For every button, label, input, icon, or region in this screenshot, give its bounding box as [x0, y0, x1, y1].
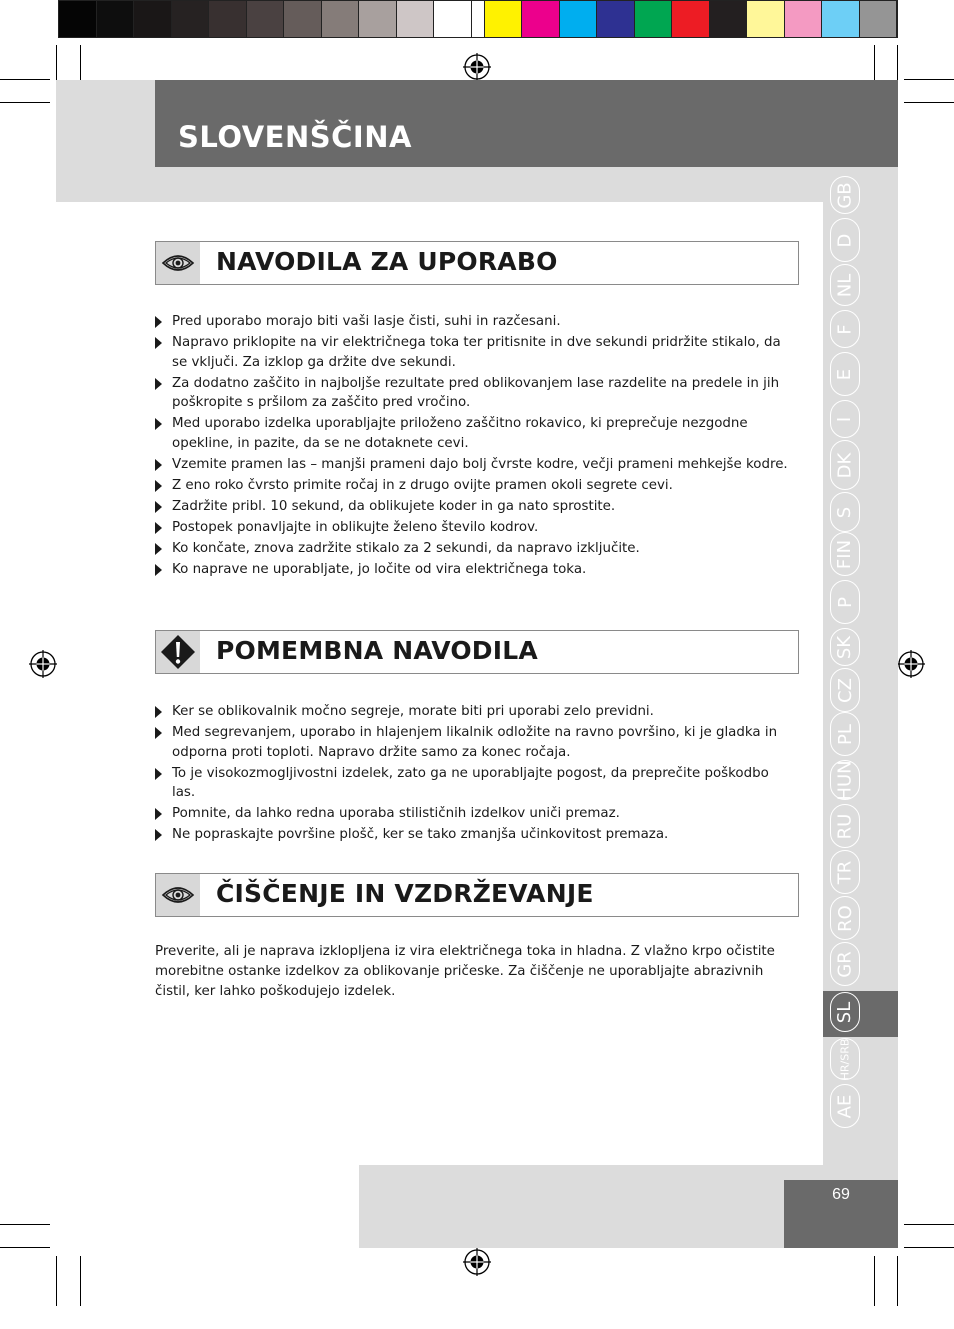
- language-tab-p[interactable]: [828, 580, 862, 624]
- language-tab-label: FIN: [834, 539, 856, 569]
- color-swatch: [597, 1, 635, 37]
- list-item-text: Ne popraskajte površine plošč, ker se tako zmanjša učinkovitost premaza.: [172, 827, 669, 843]
- language-tab-label: DK: [834, 452, 856, 478]
- list-item: [155, 560, 795, 580]
- crop-mark: [0, 79, 50, 80]
- list-item-text: Postopek ponavljajte in oblikujte želeno število kodrov.: [172, 519, 539, 535]
- list-item-text: Med segrevanjem, uporabo in hlajenjem likalnik odložite na ravno površino, ki je gladka in odporna proti toploti. Napravo držite samo za konec ročaja.: [172, 724, 778, 760]
- list-item: [155, 497, 795, 517]
- cleaning-paragraph: Preverite, ali je naprava izklopljena iz vira električnega toka in hladna. Z vlažno krpo očistite morebitne ostanke izdelkov za oblikovanje pričeske. Za čiščenje ne uporabljajte abrazivnih čistil, ker lahko poškodujejo izdelek.: [155, 944, 775, 999]
- bullet-arrow-icon: [155, 459, 162, 471]
- color-swatch: [59, 1, 97, 37]
- language-tab-outline: [830, 492, 860, 532]
- language-tab-cz[interactable]: [828, 668, 862, 712]
- important-instructions-list: [155, 702, 795, 846]
- crop-mark: [904, 1247, 954, 1248]
- list-item: [155, 455, 795, 475]
- language-tab-outline: [830, 532, 860, 576]
- section-title: POMEMBNA NAVODILA: [216, 636, 538, 665]
- language-tab-label: TR: [834, 860, 856, 884]
- language-tab-s[interactable]: [828, 492, 862, 532]
- crop-mark: [897, 1256, 898, 1306]
- color-swatch: [322, 1, 360, 37]
- color-swatch: [397, 1, 435, 37]
- language-tab-outline: [830, 628, 860, 666]
- color-swatch: [134, 1, 172, 37]
- language-tab-outline: [830, 580, 860, 624]
- language-tab-outline: [830, 440, 860, 490]
- list-item: [155, 374, 795, 413]
- language-tab-label: S: [834, 506, 856, 518]
- color-swatch: [710, 1, 748, 37]
- language-tab-e[interactable]: [828, 352, 862, 396]
- language-tab-outline: [830, 352, 860, 396]
- list-item: [155, 539, 795, 559]
- list-item: [155, 333, 795, 372]
- list-item: [155, 764, 795, 803]
- language-tab-ru[interactable]: [828, 804, 862, 848]
- color-swatch: [747, 1, 785, 37]
- crop-mark: [904, 102, 954, 103]
- language-tab-gr[interactable]: [828, 942, 862, 986]
- language-tab-hr-srb[interactable]: [828, 1038, 862, 1080]
- list-item-text: Pomnite, da lahko redna uporaba stilističnih izdelkov uniči premaz.: [172, 806, 620, 822]
- crop-mark: [904, 79, 954, 80]
- language-tab-label: HR/SRB: [838, 1038, 852, 1080]
- usage-instructions-list: [155, 312, 795, 581]
- language-tab-pl[interactable]: [828, 712, 862, 756]
- bullet-arrow-icon: [155, 808, 162, 820]
- color-bar-gap: [472, 1, 485, 37]
- crop-mark: [0, 1224, 50, 1225]
- list-item-text: Ko končate, znova zadržite stikalo za 2 sekundi, da napravo izključite.: [172, 540, 640, 556]
- language-tab-hun[interactable]: [828, 760, 862, 800]
- bullet-arrow-icon: [155, 337, 162, 349]
- language-tab-outline: [830, 264, 860, 306]
- crop-mark: [56, 1256, 57, 1306]
- color-swatch: [785, 1, 823, 37]
- list-item-text: Za dodatno zaščito in najboljše rezultate pred oblikovanjem lase razdelite na predele in jih poškropite s pršilom za zaščito pred vročino.: [172, 375, 780, 411]
- bullet-arrow-icon: [155, 522, 162, 534]
- list-item: [155, 518, 795, 538]
- color-swatch: [97, 1, 135, 37]
- language-tab-dk[interactable]: [828, 440, 862, 490]
- registration-mark-icon: [463, 53, 491, 81]
- bullet-arrow-icon: [155, 378, 162, 390]
- list-item: [155, 723, 795, 762]
- list-item-text: Zadržite pribl. 10 sekund, da oblikujete koder in ga nato sprostite.: [172, 498, 616, 514]
- language-tab-label: GB: [834, 181, 856, 209]
- language-tab-f[interactable]: [828, 310, 862, 348]
- language-tab-outline: [830, 942, 860, 986]
- bullet-arrow-icon: [155, 564, 162, 576]
- registration-mark-icon: [29, 650, 57, 678]
- color-swatch: [172, 1, 210, 37]
- eye-icon: [156, 242, 200, 284]
- language-tab-gb[interactable]: [828, 176, 862, 214]
- section-header-usage: [155, 241, 799, 285]
- color-swatch: [822, 1, 860, 37]
- color-swatch: [860, 1, 898, 37]
- list-item: [155, 804, 795, 824]
- language-tab-fin[interactable]: [828, 532, 862, 576]
- list-item: [155, 825, 795, 845]
- color-swatch: [284, 1, 322, 37]
- list-item: [155, 702, 795, 722]
- eye-icon: [156, 874, 200, 916]
- language-tab-label: SK: [834, 635, 856, 659]
- language-tab-label: D: [834, 233, 856, 247]
- list-item-text: Ker se oblikovalnik močno segreje, morate biti pri uporabi zelo previdni.: [172, 704, 654, 719]
- list-item-text: Vzemite pramen las – manjši prameni dajo bolj čvrste kodre, večji prameni mehkejše kodre.: [172, 456, 788, 472]
- list-item: [155, 414, 795, 453]
- bullet-arrow-icon: [155, 706, 162, 718]
- color-swatch: [209, 1, 247, 37]
- bullet-arrow-icon: [155, 501, 162, 513]
- print-color-bar: [58, 0, 898, 38]
- language-tab-label: SL: [834, 1001, 856, 1023]
- section-title: NAVODILA ZA UPORABO: [216, 247, 558, 276]
- language-tab-ae[interactable]: [828, 1084, 862, 1128]
- crop-mark: [0, 1247, 50, 1248]
- list-item-text: Pred uporabo morajo biti vaši lasje čisti, suhi in razčesani.: [172, 314, 561, 329]
- language-tab-outline: [830, 400, 860, 438]
- language-tab-outline: [830, 176, 860, 214]
- language-tab-outline: [830, 1038, 860, 1080]
- registration-mark-icon: [463, 1248, 491, 1276]
- language-tab-label: GR: [834, 950, 856, 978]
- page-number: 69: [832, 1186, 850, 1203]
- color-swatch: [560, 1, 598, 37]
- language-tab-label: HUN: [834, 759, 856, 801]
- registration-mark-icon: [897, 650, 925, 678]
- list-item-text: Ko naprave ne uporabljate, jo ločite od vira električnega toka.: [172, 561, 587, 577]
- language-tab-tr[interactable]: [828, 850, 862, 894]
- crop-mark: [904, 1224, 954, 1225]
- language-tab-outline: [830, 218, 860, 262]
- language-tab-label: E: [834, 368, 856, 380]
- language-tab-label: F: [834, 323, 856, 335]
- bullet-arrow-icon: [155, 829, 162, 841]
- crop-mark: [874, 1256, 875, 1306]
- list-item-text: Z eno roko čvrsto primite ročaj in z drugo ovijte pramen okoli segrete cevi.: [172, 477, 673, 493]
- color-swatch: [672, 1, 710, 37]
- crop-mark: [80, 1256, 81, 1306]
- language-tab-outline: [830, 668, 860, 712]
- language-tab-label: PL: [834, 723, 856, 745]
- section-header-cleaning: [155, 873, 799, 917]
- language-tab-label: AE: [834, 1094, 856, 1118]
- crop-mark: [0, 102, 50, 103]
- color-swatch: [359, 1, 397, 37]
- color-swatch: [247, 1, 285, 37]
- section-header-important: [155, 630, 799, 674]
- language-tab-outline: [830, 1084, 860, 1128]
- section-title: ČIŠČENJE IN VZDRŽEVANJE: [216, 879, 594, 908]
- color-swatch: [635, 1, 673, 37]
- language-tab-sl[interactable]: [828, 992, 862, 1032]
- language-tab-sk[interactable]: [828, 628, 862, 666]
- color-swatch: [434, 1, 472, 37]
- list-item-text: To je visokozmogljivostni izdelek, zato ga ne uporabljajte pogost, da preprečite poškodbo las.: [172, 765, 769, 801]
- language-tab-outline: [830, 760, 860, 800]
- color-swatch: [522, 1, 560, 37]
- language-tab-d[interactable]: [828, 218, 862, 262]
- language-tab-label: CZ: [834, 677, 856, 703]
- language-tab-i[interactable]: [828, 400, 862, 438]
- language-tab-nl[interactable]: [828, 264, 862, 306]
- bullet-arrow-icon: [155, 418, 162, 430]
- warning-icon: [156, 631, 200, 673]
- bullet-arrow-icon: [155, 543, 162, 555]
- language-tab-label: NL: [834, 273, 856, 297]
- bullet-arrow-icon: [155, 727, 162, 739]
- list-item: [155, 312, 795, 332]
- bullet-arrow-icon: [155, 480, 162, 492]
- bullet-arrow-icon: [155, 316, 162, 328]
- language-tab-outline: [830, 712, 860, 756]
- language-tab-outline: [830, 804, 860, 848]
- language-tab-label: RU: [834, 813, 856, 839]
- language-tab-outline: [830, 896, 860, 940]
- bullet-arrow-icon: [155, 768, 162, 780]
- language-tab-outline: [830, 850, 860, 894]
- language-tab-label: P: [834, 596, 856, 608]
- page-title: SLOVENŠČINA: [178, 120, 412, 154]
- list-item: [155, 476, 795, 496]
- language-tab-label: I: [834, 416, 856, 422]
- language-tab-ro[interactable]: [828, 896, 862, 940]
- color-swatch: [485, 1, 523, 37]
- language-tab-outline: [830, 992, 860, 1032]
- list-item-text: Med uporabo izdelka uporabljajte priloženo zaščitno rokavico, ki preprečuje nezgodne opekline, in pazite, da se ne dotaknete cevi.: [172, 416, 748, 451]
- language-tab-outline: [830, 310, 860, 348]
- list-item-text: Napravo priklopite na vir električnega toka ter pritisnite in dve sekundi pridržite stikalo, da se vključi. Za izklop ga držite dve sekundi.: [172, 334, 781, 370]
- language-tab-label: RO: [834, 904, 856, 932]
